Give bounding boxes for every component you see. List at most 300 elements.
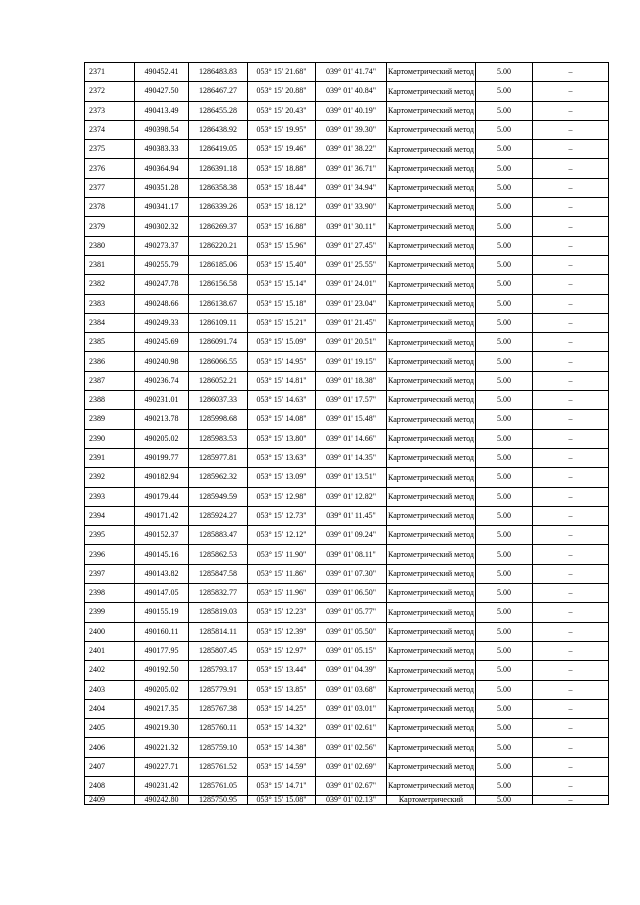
point-number-cell: 2391: [85, 448, 135, 467]
x-coordinate-cell: 490182.94: [135, 468, 189, 487]
method-cell: Картометрический метод: [387, 738, 476, 757]
y-coordinate-cell: 1285761.52: [189, 757, 248, 776]
table-row: [85, 101, 609, 120]
method-cell: Картометрический метод: [387, 468, 476, 487]
point-number-cell: 2403: [85, 680, 135, 699]
note-cell: –: [533, 661, 609, 680]
y-coordinate-cell: 1285761.05: [189, 776, 248, 795]
note-cell: –: [533, 564, 609, 583]
x-coordinate-cell: 490205.02: [135, 680, 189, 699]
longitude-cell: 039° 01' 02.56": [316, 738, 387, 757]
point-number-cell: 2396: [85, 545, 135, 564]
latitude-cell: 053° 15' 15.21": [248, 313, 316, 332]
table-row: [85, 757, 609, 776]
table-row: [85, 140, 609, 159]
point-number-cell: 2406: [85, 738, 135, 757]
point-number-cell: 2372: [85, 82, 135, 101]
note-cell: –: [533, 506, 609, 525]
latitude-cell: 053° 15' 16.88": [248, 217, 316, 236]
x-coordinate-cell: 490236.74: [135, 371, 189, 390]
y-coordinate-cell: 1285760.11: [189, 719, 248, 738]
note-cell: –: [533, 584, 609, 603]
y-coordinate-cell: 1285767.38: [189, 699, 248, 718]
longitude-cell: 039° 01' 17.57": [316, 391, 387, 410]
table-row: [85, 776, 609, 795]
y-coordinate-cell: 1285819.03: [189, 603, 248, 622]
method-cell: Картометрический метод: [387, 159, 476, 178]
latitude-cell: 053° 15' 14.59": [248, 757, 316, 776]
y-coordinate-cell: 1286052.21: [189, 371, 248, 390]
table-row: [85, 429, 609, 448]
note-cell: –: [533, 313, 609, 332]
point-number-cell: 2386: [85, 352, 135, 371]
method-cell: Картометрический метод: [387, 101, 476, 120]
x-coordinate-cell: 490221.32: [135, 738, 189, 757]
coordinates-table: [84, 62, 609, 805]
method-cell: Картометрический метод: [387, 352, 476, 371]
x-coordinate-cell: 490143.82: [135, 564, 189, 583]
longitude-cell: 039° 01' 41.74": [316, 63, 387, 82]
latitude-cell: 053° 15' 14.32": [248, 719, 316, 738]
latitude-cell: 053° 15' 13.09": [248, 468, 316, 487]
y-coordinate-cell: 1285832.77: [189, 584, 248, 603]
table-row: [85, 410, 609, 429]
x-coordinate-cell: 490147.05: [135, 584, 189, 603]
table-row: [85, 391, 609, 410]
method-cell: Картометрический метод: [387, 603, 476, 622]
point-number-cell: 2374: [85, 120, 135, 139]
method-cell: Картометрический метод: [387, 429, 476, 448]
latitude-cell: 053° 15' 12.97": [248, 641, 316, 660]
method-cell: Картометрический метод: [387, 622, 476, 641]
accuracy-cell: 5.00: [476, 120, 533, 139]
table-row: [85, 63, 609, 82]
note-cell: –: [533, 680, 609, 699]
longitude-cell: 039° 01' 36.71": [316, 159, 387, 178]
longitude-cell: 039° 01' 21.45": [316, 313, 387, 332]
point-number-cell: 2404: [85, 699, 135, 718]
accuracy-cell: 5.00: [476, 738, 533, 757]
latitude-cell: 053° 15' 12.39": [248, 622, 316, 641]
x-coordinate-cell: 490192.50: [135, 661, 189, 680]
x-coordinate-cell: 490205.02: [135, 429, 189, 448]
latitude-cell: 053° 15' 15.96": [248, 236, 316, 255]
point-number-cell: 2398: [85, 584, 135, 603]
x-coordinate-cell: 490152.37: [135, 526, 189, 545]
accuracy-cell: 5.00: [476, 275, 533, 294]
longitude-cell: 039° 01' 18.38": [316, 371, 387, 390]
accuracy-cell: 5.00: [476, 294, 533, 313]
table-row: [85, 371, 609, 390]
longitude-cell: 039° 01' 02.67": [316, 776, 387, 795]
longitude-cell: 039° 01' 38.22": [316, 140, 387, 159]
accuracy-cell: 5.00: [476, 506, 533, 525]
latitude-cell: 053° 15' 14.63": [248, 391, 316, 410]
latitude-cell: 053° 15' 13.85": [248, 680, 316, 699]
accuracy-cell: 5.00: [476, 719, 533, 738]
accuracy-cell: 5.00: [476, 217, 533, 236]
longitude-cell: 039° 01' 19.15": [316, 352, 387, 371]
table-row: [85, 545, 609, 564]
latitude-cell: 053° 15' 15.14": [248, 275, 316, 294]
note-cell: –: [533, 391, 609, 410]
method-cell: Картометрический метод: [387, 294, 476, 313]
method-cell: Картометрический метод: [387, 120, 476, 139]
longitude-cell: 039° 01' 20.51": [316, 333, 387, 352]
y-coordinate-cell: 1286066.55: [189, 352, 248, 371]
longitude-cell: 039° 01' 40.19": [316, 101, 387, 120]
table-row: [85, 603, 609, 622]
method-cell: Картометрический метод: [387, 545, 476, 564]
point-number-cell: 2378: [85, 198, 135, 217]
note-cell: –: [533, 429, 609, 448]
note-cell: –: [533, 159, 609, 178]
x-coordinate-cell: 490364.94: [135, 159, 189, 178]
y-coordinate-cell: 1285759.10: [189, 738, 248, 757]
latitude-cell: 053° 15' 13.63": [248, 448, 316, 467]
x-coordinate-cell: 490249.33: [135, 313, 189, 332]
point-number-cell: 2380: [85, 236, 135, 255]
method-cell: Картометрический метод: [387, 313, 476, 332]
note-cell: –: [533, 603, 609, 622]
latitude-cell: 053° 15' 14.08": [248, 410, 316, 429]
note-cell: –: [533, 371, 609, 390]
latitude-cell: 053° 15' 11.96": [248, 584, 316, 603]
table-row: [85, 294, 609, 313]
longitude-cell: 039° 01' 08.11": [316, 545, 387, 564]
y-coordinate-cell: 1286391.18: [189, 159, 248, 178]
y-coordinate-cell: 1286138.67: [189, 294, 248, 313]
point-number-cell: 2402: [85, 661, 135, 680]
x-coordinate-cell: 490179.44: [135, 487, 189, 506]
x-coordinate-cell: 490383.33: [135, 140, 189, 159]
note-cell: –: [533, 82, 609, 101]
accuracy-cell: 5.00: [476, 468, 533, 487]
y-coordinate-cell: 1286156.58: [189, 275, 248, 294]
longitude-cell: 039° 01' 03.01": [316, 699, 387, 718]
method-cell: Картометрический метод: [387, 371, 476, 390]
x-coordinate-cell: 490248.66: [135, 294, 189, 313]
x-coordinate-cell: 490427.50: [135, 82, 189, 101]
point-number-cell: 2399: [85, 603, 135, 622]
latitude-cell: 053° 15' 12.73": [248, 506, 316, 525]
method-cell: Картометрический метод: [387, 333, 476, 352]
latitude-cell: 053° 15' 21.68": [248, 63, 316, 82]
point-number-cell: 2371: [85, 63, 135, 82]
point-number-cell: 2383: [85, 294, 135, 313]
longitude-cell: 039° 01' 23.04": [316, 294, 387, 313]
longitude-cell: 039° 01' 24.01": [316, 275, 387, 294]
x-coordinate-cell: 490227.71: [135, 757, 189, 776]
y-coordinate-cell: 1285949.59: [189, 487, 248, 506]
x-coordinate-cell: 490231.01: [135, 391, 189, 410]
table-row: [85, 198, 609, 217]
x-coordinate-cell: 490341.17: [135, 198, 189, 217]
y-coordinate-cell: 1285779.91: [189, 680, 248, 699]
x-coordinate-cell: 490171.42: [135, 506, 189, 525]
point-number-cell: 2401: [85, 641, 135, 660]
x-coordinate-cell: 490199.77: [135, 448, 189, 467]
table-row: [85, 526, 609, 545]
note-cell: –: [533, 178, 609, 197]
method-cell: Картометрический метод: [387, 526, 476, 545]
x-coordinate-cell: 490160.11: [135, 622, 189, 641]
method-cell: Картометрический метод: [387, 584, 476, 603]
longitude-cell: 039° 01' 30.11": [316, 217, 387, 236]
note-cell: –: [533, 622, 609, 641]
longitude-cell: 039° 01' 14.35": [316, 448, 387, 467]
table-row: [85, 564, 609, 583]
y-coordinate-cell: 1286185.06: [189, 255, 248, 274]
table-row: [85, 120, 609, 139]
latitude-cell: 053° 15' 18.12": [248, 198, 316, 217]
y-coordinate-cell: 1286467.27: [189, 82, 248, 101]
longitude-cell: 039° 01' 14.66": [316, 429, 387, 448]
note-cell: –: [533, 641, 609, 660]
note-cell: –: [533, 63, 609, 82]
y-coordinate-cell: 1285807.45: [189, 641, 248, 660]
table-row: [85, 796, 609, 805]
y-coordinate-cell: 1286109.11: [189, 313, 248, 332]
longitude-cell: 039° 01' 25.55": [316, 255, 387, 274]
latitude-cell: 053° 15' 12.98": [248, 487, 316, 506]
y-coordinate-cell: 1285998.68: [189, 410, 248, 429]
note-cell: –: [533, 120, 609, 139]
point-number-cell: 2407: [85, 757, 135, 776]
x-coordinate-cell: 490217.35: [135, 699, 189, 718]
point-number-cell: 2373: [85, 101, 135, 120]
x-coordinate-cell: 490145.16: [135, 545, 189, 564]
longitude-cell: 039° 01' 02.13": [316, 796, 387, 805]
longitude-cell: 039° 01' 07.30": [316, 564, 387, 583]
latitude-cell: 053° 15' 19.46": [248, 140, 316, 159]
point-number-cell: 2408: [85, 776, 135, 795]
note-cell: –: [533, 333, 609, 352]
point-number-cell: 2405: [85, 719, 135, 738]
table-row: [85, 699, 609, 718]
y-coordinate-cell: 1286438.92: [189, 120, 248, 139]
longitude-cell: 039° 01' 09.24": [316, 526, 387, 545]
point-number-cell: 2395: [85, 526, 135, 545]
longitude-cell: 039° 01' 11.45": [316, 506, 387, 525]
y-coordinate-cell: 1285983.53: [189, 429, 248, 448]
table-row: [85, 641, 609, 660]
latitude-cell: 053° 15' 14.81": [248, 371, 316, 390]
table-row: [85, 255, 609, 274]
y-coordinate-cell: 1285924.27: [189, 506, 248, 525]
accuracy-cell: 5.00: [476, 159, 533, 178]
method-cell: Картометрический метод: [387, 178, 476, 197]
accuracy-cell: 5.00: [476, 333, 533, 352]
note-cell: –: [533, 545, 609, 564]
note-cell: –: [533, 699, 609, 718]
y-coordinate-cell: 1285814.11: [189, 622, 248, 641]
y-coordinate-cell: 1285883.47: [189, 526, 248, 545]
method-cell: Картометрический метод: [387, 719, 476, 738]
y-coordinate-cell: 1285750.95: [189, 796, 248, 805]
table-row: [85, 487, 609, 506]
table-row: [85, 584, 609, 603]
latitude-cell: 053° 15' 20.88": [248, 82, 316, 101]
y-coordinate-cell: 1285862.53: [189, 545, 248, 564]
x-coordinate-cell: 490245.69: [135, 333, 189, 352]
longitude-cell: 039° 01' 40.84": [316, 82, 387, 101]
table-row: [85, 468, 609, 487]
method-cell: Картометрический метод: [387, 776, 476, 795]
note-cell: –: [533, 294, 609, 313]
note-cell: –: [533, 352, 609, 371]
accuracy-cell: 5.00: [476, 82, 533, 101]
method-cell: Картометрический метод: [387, 391, 476, 410]
y-coordinate-cell: 1286220.21: [189, 236, 248, 255]
latitude-cell: 053° 15' 14.95": [248, 352, 316, 371]
longitude-cell: 039° 01' 02.61": [316, 719, 387, 738]
table-row: [85, 82, 609, 101]
y-coordinate-cell: 1286455.28: [189, 101, 248, 120]
table-row: [85, 352, 609, 371]
accuracy-cell: 5.00: [476, 757, 533, 776]
table-row: [85, 680, 609, 699]
method-cell: Картометрический метод: [387, 410, 476, 429]
latitude-cell: 053° 15' 15.09": [248, 333, 316, 352]
x-coordinate-cell: 490240.98: [135, 352, 189, 371]
point-number-cell: 2388: [85, 391, 135, 410]
latitude-cell: 053° 15' 15.40": [248, 255, 316, 274]
note-cell: –: [533, 719, 609, 738]
latitude-cell: 053° 15' 12.12": [248, 526, 316, 545]
note-cell: –: [533, 738, 609, 757]
latitude-cell: 053° 15' 14.38": [248, 738, 316, 757]
method-cell: Картометрический метод: [387, 236, 476, 255]
table-row: [85, 178, 609, 197]
accuracy-cell: 5.00: [476, 680, 533, 699]
table-row: [85, 448, 609, 467]
accuracy-cell: 5.00: [476, 622, 533, 641]
table-row: [85, 159, 609, 178]
note-cell: –: [533, 275, 609, 294]
x-coordinate-cell: 490213.78: [135, 410, 189, 429]
latitude-cell: 053° 15' 18.44": [248, 178, 316, 197]
accuracy-cell: 5.00: [476, 352, 533, 371]
method-cell: Картометрический метод: [387, 680, 476, 699]
x-coordinate-cell: 490452.41: [135, 63, 189, 82]
x-coordinate-cell: 490273.37: [135, 236, 189, 255]
latitude-cell: 053° 15' 11.86": [248, 564, 316, 583]
method-cell: Картометрический метод: [387, 63, 476, 82]
point-number-cell: 2392: [85, 468, 135, 487]
accuracy-cell: 5.00: [476, 545, 533, 564]
point-number-cell: 2381: [85, 255, 135, 274]
accuracy-cell: 5.00: [476, 101, 533, 120]
point-number-cell: 2400: [85, 622, 135, 641]
y-coordinate-cell: 1286419.05: [189, 140, 248, 159]
longitude-cell: 039° 01' 05.50": [316, 622, 387, 641]
longitude-cell: 039° 01' 15.48": [316, 410, 387, 429]
note-cell: –: [533, 140, 609, 159]
longitude-cell: 039° 01' 33.90": [316, 198, 387, 217]
longitude-cell: 039° 01' 34.94": [316, 178, 387, 197]
method-cell: Картометрический метод: [387, 140, 476, 159]
table-row: [85, 217, 609, 236]
accuracy-cell: 5.00: [476, 448, 533, 467]
accuracy-cell: 5.00: [476, 198, 533, 217]
longitude-cell: 039° 01' 13.51": [316, 468, 387, 487]
y-coordinate-cell: 1286358.38: [189, 178, 248, 197]
latitude-cell: 053° 15' 19.95": [248, 120, 316, 139]
method-cell: Картометрический метод: [387, 564, 476, 583]
note-cell: –: [533, 776, 609, 795]
point-number-cell: 2397: [85, 564, 135, 583]
x-coordinate-cell: 490247.78: [135, 275, 189, 294]
x-coordinate-cell: 490231.42: [135, 776, 189, 795]
point-number-cell: 2389: [85, 410, 135, 429]
latitude-cell: 053° 15' 14.25": [248, 699, 316, 718]
longitude-cell: 039° 01' 04.39": [316, 661, 387, 680]
latitude-cell: 053° 15' 20.43": [248, 101, 316, 120]
table-row: [85, 506, 609, 525]
method-cell: Картометрический метод: [387, 82, 476, 101]
note-cell: –: [533, 487, 609, 506]
accuracy-cell: 5.00: [476, 699, 533, 718]
method-cell: Картометрический метод: [387, 661, 476, 680]
y-coordinate-cell: 1286091.74: [189, 333, 248, 352]
accuracy-cell: 5.00: [476, 178, 533, 197]
point-number-cell: 2379: [85, 217, 135, 236]
method-cell: Картометрический метод: [387, 198, 476, 217]
accuracy-cell: 5.00: [476, 776, 533, 795]
point-number-cell: 2387: [85, 371, 135, 390]
point-number-cell: 2394: [85, 506, 135, 525]
y-coordinate-cell: 1286037.33: [189, 391, 248, 410]
note-cell: –: [533, 101, 609, 120]
method-cell: Картометрический метод: [387, 448, 476, 467]
note-cell: –: [533, 468, 609, 487]
table-row: [85, 333, 609, 352]
point-number-cell: 2390: [85, 429, 135, 448]
x-coordinate-cell: 490242.80: [135, 796, 189, 805]
point-number-cell: 2382: [85, 275, 135, 294]
x-coordinate-cell: 490351.28: [135, 178, 189, 197]
note-cell: –: [533, 526, 609, 545]
table-row: [85, 236, 609, 255]
y-coordinate-cell: 1286269.37: [189, 217, 248, 236]
note-cell: –: [533, 448, 609, 467]
point-number-cell: 2376: [85, 159, 135, 178]
accuracy-cell: 5.00: [476, 603, 533, 622]
method-cell: Картометрический метод: [387, 757, 476, 776]
x-coordinate-cell: 490255.79: [135, 255, 189, 274]
y-coordinate-cell: 1286339.26: [189, 198, 248, 217]
y-coordinate-cell: 1285793.17: [189, 661, 248, 680]
accuracy-cell: 5.00: [476, 526, 533, 545]
point-number-cell: 2385: [85, 333, 135, 352]
y-coordinate-cell: 1285847.58: [189, 564, 248, 583]
longitude-cell: 039° 01' 06.50": [316, 584, 387, 603]
y-coordinate-cell: 1286483.83: [189, 63, 248, 82]
accuracy-cell: 5.00: [476, 564, 533, 583]
table-row: [85, 738, 609, 757]
x-coordinate-cell: 490155.19: [135, 603, 189, 622]
note-cell: –: [533, 255, 609, 274]
table-row: [85, 313, 609, 332]
x-coordinate-cell: 490398.54: [135, 120, 189, 139]
y-coordinate-cell: 1285977.81: [189, 448, 248, 467]
note-cell: –: [533, 410, 609, 429]
latitude-cell: 053° 15' 12.23": [248, 603, 316, 622]
method-cell: Картометрический метод: [387, 506, 476, 525]
accuracy-cell: 5.00: [476, 661, 533, 680]
note-cell: –: [533, 198, 609, 217]
